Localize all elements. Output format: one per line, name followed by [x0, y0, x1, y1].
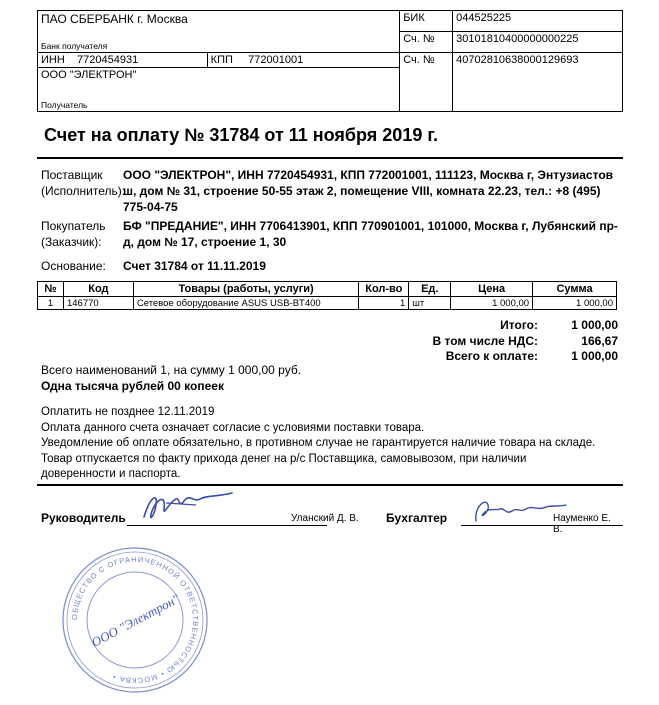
- kpp-value: 772001001: [248, 54, 304, 66]
- vat-value: 166,67: [581, 333, 618, 348]
- bik-value: 044525225: [453, 11, 623, 32]
- kpp-cell: [207, 53, 400, 68]
- note-agreement: Оплата данного счета означает согласие с условиями поставки товара.: [41, 421, 425, 434]
- row-goods: Сетевое оборудование ASUS USB-BT400: [133, 297, 359, 310]
- company-stamp-icon: [60, 545, 210, 695]
- inn-cell: [38, 53, 208, 68]
- corr-account-value: 30101810400000000225: [453, 32, 623, 53]
- basis-value: Счет 31784 от 11.11.2019: [123, 259, 266, 273]
- buyer-label: Покупатель (Заказчик):: [41, 219, 106, 249]
- col-header-sum: Сумма: [533, 282, 617, 297]
- notes-block: [41, 405, 601, 483]
- bank-cell: [38, 11, 400, 53]
- summary-words: Одна тысяча рублей 00 копеек: [41, 379, 224, 393]
- bank-name: ПАО СБЕРБАНК г. Москва: [41, 12, 188, 26]
- stamp-center-text: ООО "Электрон": [88, 590, 182, 650]
- corr-account-label: Сч. №: [400, 32, 453, 53]
- row-price: 1 000,00: [451, 297, 533, 310]
- buyer-value: БФ "ПРЕДАНИЕ", ИНН 7706413901, КПП 770901001, 101000, Москва г, Лубянский пр-д, дом № 17, строение 1, 30: [123, 219, 618, 249]
- col-header-goods: Товары (работы, услуги): [133, 282, 359, 297]
- bank-label: Банк получателя: [41, 41, 108, 51]
- total-row: [433, 318, 618, 334]
- items-header-row: [38, 282, 617, 297]
- pay-row: [433, 349, 618, 365]
- bank-requisites-table: [37, 10, 623, 112]
- vat-row: [433, 334, 618, 350]
- stamp-ring-text: ОБЩЕСТВО С ОГРАНИЧЕННОЙ ОТВЕТСТВЕННОСТЬЮ • МОСКВА •: [69, 554, 201, 686]
- title-divider: [37, 157, 623, 159]
- note-pickup: Товар отпускается по факту прихода денег на р/с Поставщика, самовывозом, при наличии доверенности и паспорта.: [41, 452, 527, 480]
- payee-label: Получатель: [41, 100, 88, 110]
- vat-label: В том числе НДС:: [432, 333, 538, 348]
- row-code: 146770: [63, 297, 133, 310]
- row-qty: 1: [359, 297, 409, 310]
- col-header-qty: Кол-во: [359, 282, 409, 297]
- inn-value: 7720454931: [77, 54, 139, 66]
- supplier-block: [41, 167, 623, 217]
- total-value: 1 000,00: [571, 318, 618, 332]
- basis-block: [41, 258, 623, 274]
- director-signature-icon: [136, 487, 266, 532]
- col-header-unit: Ед.: [409, 282, 451, 297]
- payee-name: ООО "ЭЛЕКТРОН": [41, 69, 137, 81]
- kpp-label: КПП: [210, 54, 233, 66]
- account-value: 40702810638000129693: [453, 53, 623, 112]
- note-deadline: Оплатить не позднее 12.11.2019: [41, 406, 215, 418]
- accountant-name: Науменко Е. В.: [553, 513, 611, 535]
- basis-label: Основание:: [41, 259, 106, 273]
- col-header-code: Код: [63, 282, 133, 297]
- director-name: Уланский Д. В.: [291, 513, 359, 524]
- row-number: 1: [38, 297, 64, 310]
- items-table: [37, 281, 617, 310]
- buyer-block: [41, 218, 623, 252]
- invoice-title: Счет на оплату № 31784 от 11 ноября 2019 г.: [44, 125, 439, 145]
- summary-count: Всего наименований 1, на сумму 1 000,00 руб.: [41, 363, 302, 377]
- payee-cell: [38, 68, 400, 112]
- supplier-label: Поставщик (Исполнитель):: [41, 168, 126, 198]
- signature-divider: [37, 484, 623, 486]
- pay-value: 1 000,00: [571, 349, 618, 363]
- col-header-number: №: [38, 282, 64, 297]
- row-unit: шт: [409, 297, 451, 310]
- director-label: Руководитель: [41, 511, 126, 525]
- col-header-price: Цена: [451, 282, 533, 297]
- note-notification: Уведомление об оплате обязательно, в противном случае не гарантируется наличие товара на складе.: [41, 437, 596, 449]
- account-label: Сч. №: [400, 53, 453, 112]
- total-label: Итого:: [500, 318, 538, 332]
- summary-block: [41, 362, 301, 394]
- row-sum: 1 000,00: [533, 297, 617, 310]
- supplier-value: ООО "ЭЛЕКТРОН", ИНН 7720454931, КПП 772001001, 111123, Москва г, Энтузиастов ш, дом № 31, строение 50-55 этаж 2, помещение VIII, комната 22.23, тел.: +8 (495) 775-04-75: [123, 168, 614, 214]
- bik-label: БИК: [400, 11, 453, 32]
- inn-label: ИНН: [41, 54, 65, 66]
- table-row: [38, 297, 617, 310]
- totals-block: [433, 318, 618, 365]
- signatures-block: [41, 505, 623, 545]
- accountant-label: Бухгалтер: [386, 511, 448, 525]
- pay-label: Всего к оплате:: [445, 349, 538, 363]
